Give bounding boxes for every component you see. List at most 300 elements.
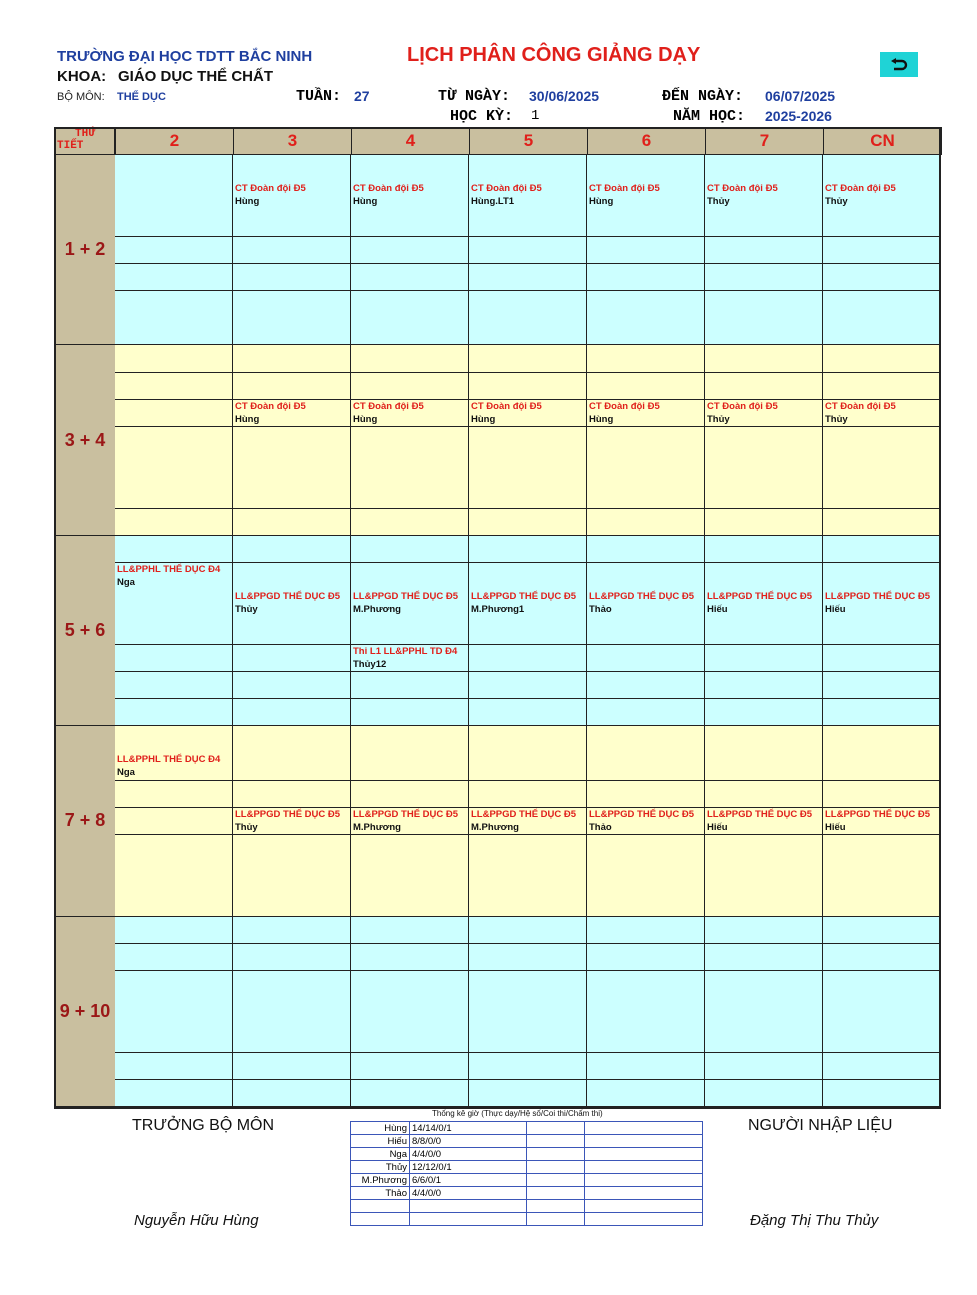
schedule-cell[interactable]: [823, 1025, 941, 1053]
schedule-cell[interactable]: [469, 509, 587, 537]
schedule-cell[interactable]: [587, 617, 705, 645]
schedule-cell[interactable]: [351, 454, 469, 482]
schedule-cell[interactable]: [233, 1025, 351, 1053]
schedule-cell[interactable]: [587, 209, 705, 237]
schedule-entry[interactable]: [353, 590, 458, 616]
schedule-cell[interactable]: [705, 427, 823, 455]
schedule-cell[interactable]: [115, 291, 233, 319]
schedule-cell[interactable]: [587, 971, 705, 999]
schedule-cell[interactable]: [233, 672, 351, 700]
schedule-cell[interactable]: [705, 645, 823, 673]
schedule-cell[interactable]: [233, 536, 351, 564]
schedule-cell[interactable]: [115, 944, 233, 972]
stats-empty-cell: [527, 1122, 585, 1135]
schedule-cell[interactable]: [705, 237, 823, 265]
schedule-cell[interactable]: [233, 509, 351, 537]
stats-hours: [410, 1213, 527, 1226]
schedule-cell[interactable]: [587, 291, 705, 319]
entry-teacher: Thủy: [235, 604, 258, 616]
schedule-cell[interactable]: [823, 1080, 941, 1108]
data-entry-title: NGƯỜI NHẬP LIỆU: [748, 1117, 893, 1134]
schedule-cell[interactable]: [705, 753, 823, 781]
schedule-cell[interactable]: [469, 1025, 587, 1053]
schedule-cell[interactable]: [705, 672, 823, 700]
entry-subject: LL&PPGD THỂ DỤC Đ5: [471, 808, 577, 820]
schedule-cell[interactable]: [587, 889, 705, 917]
stats-empty-cell: [527, 1174, 585, 1187]
schedule-cell[interactable]: [587, 699, 705, 727]
schedule-entry[interactable]: [235, 400, 306, 426]
schedule-entry[interactable]: [825, 400, 896, 426]
schedule-cell[interactable]: [705, 781, 823, 809]
schedule-cell[interactable]: [587, 345, 705, 373]
entry-teacher: M.Phương: [353, 821, 401, 833]
schedule-cell[interactable]: [587, 481, 705, 509]
schedule-entry[interactable]: [353, 182, 424, 208]
schedule-cell[interactable]: [823, 264, 941, 292]
schedule-cell[interactable]: [587, 155, 705, 183]
schedule-cell[interactable]: [469, 917, 587, 945]
bomon-label: BỘ MÔN:: [57, 91, 105, 103]
entry-teacher: Hùng: [471, 413, 496, 425]
entry-teacher: Thủy: [707, 413, 730, 425]
entry-teacher: Thảo: [589, 821, 612, 833]
schedule-cell[interactable]: [351, 753, 469, 781]
day-header: 5: [469, 127, 588, 155]
schedule-cell[interactable]: [823, 672, 941, 700]
schedule-cell[interactable]: [587, 237, 705, 265]
schedule-cell[interactable]: [351, 862, 469, 890]
schedule-cell[interactable]: [823, 645, 941, 673]
schedule-cell[interactable]: [469, 237, 587, 265]
schedule-cell[interactable]: [233, 645, 351, 673]
schedule-cell[interactable]: [587, 1053, 705, 1081]
schedule-cell[interactable]: [587, 563, 705, 591]
schedule-cell[interactable]: [705, 481, 823, 509]
schedule-cell[interactable]: [351, 237, 469, 265]
schedule-cell[interactable]: [115, 427, 233, 455]
schedule-cell[interactable]: [705, 862, 823, 890]
entry-teacher: Thủy: [235, 821, 258, 833]
schedule-cell[interactable]: [115, 536, 233, 564]
schedule-cell[interactable]: [469, 862, 587, 890]
schedule-cell[interactable]: [823, 889, 941, 917]
schedule-cell[interactable]: [705, 726, 823, 754]
schedule-cell[interactable]: [705, 264, 823, 292]
stats-row: [351, 1200, 703, 1213]
schedule-cell[interactable]: [115, 835, 233, 863]
schedule-cell[interactable]: [705, 209, 823, 237]
schedule-cell[interactable]: [233, 209, 351, 237]
schedule-cell[interactable]: [705, 889, 823, 917]
schedule-cell[interactable]: [587, 454, 705, 482]
schedule-cell[interactable]: [705, 291, 823, 319]
schedule-cell[interactable]: [469, 1053, 587, 1081]
schedule-cell[interactable]: [705, 345, 823, 373]
entry-subject: CT Đoàn đội Đ5: [825, 183, 896, 195]
schedule-cell[interactable]: [823, 481, 941, 509]
schedule-cell[interactable]: [115, 182, 233, 210]
schedule-cell[interactable]: [587, 672, 705, 700]
entry-teacher: Hiếu: [707, 604, 728, 616]
schedule-cell[interactable]: [115, 1025, 233, 1053]
stats-empty-cell: [585, 1122, 703, 1135]
schedule-entry[interactable]: [825, 808, 930, 834]
schedule-cell[interactable]: [587, 427, 705, 455]
schedule-cell[interactable]: [233, 998, 351, 1026]
schedule-cell[interactable]: [469, 291, 587, 319]
schedule-entry[interactable]: [471, 182, 542, 208]
schedule-cell[interactable]: [351, 917, 469, 945]
schedule-cell[interactable]: [823, 536, 941, 564]
schedule-cell[interactable]: [351, 209, 469, 237]
schedule-cell[interactable]: [705, 454, 823, 482]
schedule-entry[interactable]: [471, 808, 576, 834]
schedule-cell[interactable]: [587, 536, 705, 564]
schedule-cell[interactable]: [115, 645, 233, 673]
schedule-cell[interactable]: [115, 1053, 233, 1081]
schedule-cell[interactable]: [115, 889, 233, 917]
schedule-cell[interactable]: [823, 617, 941, 645]
entry-subject: CT Đoàn đội Đ5: [235, 400, 306, 412]
schedule-cell[interactable]: [587, 264, 705, 292]
schedule-cell[interactable]: [233, 617, 351, 645]
schedule-entry[interactable]: [235, 590, 340, 616]
entry-subject: CT Đoàn đội Đ5: [471, 400, 542, 412]
schedule-cell[interactable]: [351, 373, 469, 401]
schedule-cell[interactable]: [469, 318, 587, 346]
schedule-cell[interactable]: [233, 753, 351, 781]
schedule-cell[interactable]: [705, 998, 823, 1026]
entry-subject: LL&PPGD THỂ DỤC Đ5: [353, 808, 459, 820]
head-of-department-name: Nguyễn Hữu Hùng: [134, 1212, 259, 1229]
schedule-cell[interactable]: [115, 318, 233, 346]
schedule-cell[interactable]: [705, 155, 823, 183]
schedule-cell[interactable]: [115, 699, 233, 727]
schedule-cell[interactable]: [233, 1080, 351, 1108]
schedule-cell[interactable]: [469, 889, 587, 917]
schedule-cell[interactable]: [705, 835, 823, 863]
day-header: 7: [705, 127, 824, 155]
schedule-cell[interactable]: [705, 1053, 823, 1081]
schedule-entry[interactable]: [117, 563, 220, 589]
schedule-cell[interactable]: [115, 264, 233, 292]
schedule-cell[interactable]: [823, 155, 941, 183]
schedule-entry[interactable]: [353, 400, 424, 426]
back-button[interactable]: [880, 52, 918, 77]
schedule-cell[interactable]: [115, 590, 233, 618]
return-arrow-icon: [889, 57, 909, 73]
schedule-cell[interactable]: [351, 781, 469, 809]
schedule-cell[interactable]: [351, 291, 469, 319]
schedule-cell[interactable]: [233, 889, 351, 917]
schedule-cell[interactable]: [115, 345, 233, 373]
schedule-cell[interactable]: [705, 536, 823, 564]
schedule-cell[interactable]: [823, 862, 941, 890]
schedule-cell[interactable]: [823, 237, 941, 265]
schedule-cell[interactable]: [705, 509, 823, 537]
schedule-cell[interactable]: [351, 264, 469, 292]
schedule-cell[interactable]: [115, 481, 233, 509]
schedule-entry[interactable]: [471, 590, 576, 616]
schedule-entry[interactable]: [825, 590, 930, 616]
schedule-cell[interactable]: [469, 264, 587, 292]
schedule-cell[interactable]: [587, 645, 705, 673]
schedule-cell[interactable]: [823, 835, 941, 863]
schedule-grid: [54, 127, 941, 1109]
schedule-cell[interactable]: [115, 1080, 233, 1108]
schedule-cell[interactable]: [823, 917, 941, 945]
schedule-cell[interactable]: [823, 781, 941, 809]
schedule-cell[interactable]: [469, 971, 587, 999]
schedule-cell[interactable]: [351, 427, 469, 455]
schedule-entry[interactable]: [589, 400, 660, 426]
schedule-cell[interactable]: [115, 998, 233, 1026]
schedule-cell[interactable]: [823, 454, 941, 482]
schedule-cell[interactable]: [233, 427, 351, 455]
schedule-cell[interactable]: [351, 155, 469, 183]
schedule-cell[interactable]: [469, 617, 587, 645]
schedule-cell[interactable]: [233, 971, 351, 999]
schedule-cell[interactable]: [469, 835, 587, 863]
schedule-entry[interactable]: [589, 590, 694, 616]
schedule-cell[interactable]: [351, 509, 469, 537]
hoc-ky-label: HỌC KỲ:: [450, 108, 514, 125]
schedule-cell[interactable]: [469, 345, 587, 373]
period-label: 3 + 4: [54, 344, 116, 535]
schedule-cell[interactable]: [587, 862, 705, 890]
schedule-cell[interactable]: [351, 318, 469, 346]
schedule-cell[interactable]: [115, 917, 233, 945]
schedule-cell[interactable]: [705, 563, 823, 591]
schedule-cell[interactable]: [351, 835, 469, 863]
schedule-cell[interactable]: [115, 971, 233, 999]
entry-subject: CT Đoàn đội Đ5: [825, 400, 896, 412]
schedule-cell[interactable]: [705, 917, 823, 945]
schedule-cell[interactable]: [469, 155, 587, 183]
schedule-entry[interactable]: [235, 808, 340, 834]
schedule-cell[interactable]: [351, 699, 469, 727]
schedule-cell[interactable]: [823, 209, 941, 237]
schedule-cell[interactable]: [115, 155, 233, 183]
schedule-entry[interactable]: [825, 182, 896, 208]
schedule-entry[interactable]: [589, 808, 694, 834]
schedule-cell[interactable]: [233, 563, 351, 591]
schedule-cell[interactable]: [469, 536, 587, 564]
schedule-cell[interactable]: [587, 781, 705, 809]
entry-teacher: Hiếu: [825, 821, 846, 833]
day-header: 2: [115, 127, 234, 155]
schedule-cell[interactable]: [705, 971, 823, 999]
tu-ngay-value: 30/06/2025: [529, 88, 600, 104]
schedule-entry[interactable]: [707, 590, 812, 616]
schedule-cell[interactable]: [351, 563, 469, 591]
stats-hours: 4/4/0/0: [410, 1187, 527, 1200]
schedule-cell[interactable]: [233, 155, 351, 183]
schedule-cell[interactable]: [233, 291, 351, 319]
schedule-cell[interactable]: [115, 373, 233, 401]
schedule-cell[interactable]: [823, 726, 941, 754]
schedule-entry[interactable]: [471, 400, 542, 426]
entry-subject: CT Đoàn đội Đ5: [707, 183, 778, 195]
schedule-cell[interactable]: [469, 726, 587, 754]
schedule-cell[interactable]: [823, 509, 941, 537]
head-of-department-title: TRƯỞNG BỘ MÔN: [132, 1117, 275, 1134]
schedule-cell[interactable]: [587, 835, 705, 863]
schedule-cell[interactable]: [823, 944, 941, 972]
entry-subject: LL&PPGD THỂ DỤC Đ5: [825, 591, 931, 603]
entry-teacher: Thủy: [707, 196, 730, 208]
schedule-cell[interactable]: [469, 672, 587, 700]
schedule-cell[interactable]: [351, 944, 469, 972]
schedule-entry[interactable]: [589, 182, 660, 208]
schedule-cell[interactable]: [705, 1025, 823, 1053]
schedule-cell[interactable]: [587, 1080, 705, 1108]
schedule-cell[interactable]: [115, 209, 233, 237]
schedule-cell[interactable]: [469, 373, 587, 401]
schedule-cell[interactable]: [587, 944, 705, 972]
schedule-cell[interactable]: [823, 427, 941, 455]
schedule-cell[interactable]: [587, 726, 705, 754]
stats-empty-cell: [527, 1200, 585, 1213]
schedule-cell[interactable]: [233, 481, 351, 509]
schedule-cell[interactable]: [351, 345, 469, 373]
entry-subject: LL&PPGD THỂ DỤC Đ5: [235, 591, 341, 603]
schedule-cell[interactable]: [469, 563, 587, 591]
schedule-cell[interactable]: [469, 481, 587, 509]
schedule-cell[interactable]: [823, 699, 941, 727]
schedule-cell[interactable]: [469, 454, 587, 482]
schedule-cell[interactable]: [351, 481, 469, 509]
schedule-cell[interactable]: [233, 699, 351, 727]
schedule-cell[interactable]: [233, 454, 351, 482]
schedule-entry[interactable]: [117, 753, 220, 779]
entry-subject: CT Đoàn đội Đ5: [353, 183, 424, 195]
schedule-cell[interactable]: [351, 1053, 469, 1081]
schedule-cell[interactable]: [233, 726, 351, 754]
schedule-cell[interactable]: [115, 509, 233, 537]
schedule-cell[interactable]: [233, 318, 351, 346]
schedule-cell[interactable]: [705, 1080, 823, 1108]
stats-empty-cell: [527, 1213, 585, 1226]
schedule-cell[interactable]: [233, 944, 351, 972]
schedule-entry[interactable]: [353, 645, 457, 671]
schedule-cell[interactable]: [469, 944, 587, 972]
schedule-cell[interactable]: [233, 264, 351, 292]
schedule-cell[interactable]: [705, 617, 823, 645]
schedule-cell[interactable]: [233, 835, 351, 863]
schedule-cell[interactable]: [351, 726, 469, 754]
schedule-cell[interactable]: [823, 998, 941, 1026]
schedule-cell[interactable]: [115, 617, 233, 645]
schedule-entry[interactable]: [707, 400, 778, 426]
stats-empty-cell: [585, 1135, 703, 1148]
schedule-cell[interactable]: [351, 971, 469, 999]
schedule-cell[interactable]: [233, 781, 351, 809]
schedule-cell[interactable]: [351, 536, 469, 564]
schedule-cell[interactable]: [823, 318, 941, 346]
schedule-cell[interactable]: [705, 318, 823, 346]
hoc-ky-value: 1: [531, 108, 540, 124]
schedule-cell[interactable]: [233, 917, 351, 945]
schedule-cell[interactable]: [233, 373, 351, 401]
schedule-cell[interactable]: [115, 400, 233, 428]
schedule-cell[interactable]: [115, 862, 233, 890]
schedule-cell[interactable]: [351, 1080, 469, 1108]
bomon-value: THỂ DỤC: [117, 91, 166, 103]
schedule-cell[interactable]: [115, 237, 233, 265]
entry-subject: LL&PPGD THỂ DỤC Đ5: [707, 808, 813, 820]
stats-empty-cell: [527, 1148, 585, 1161]
schedule-cell[interactable]: [469, 699, 587, 727]
schedule-cell[interactable]: [587, 509, 705, 537]
schedule-cell[interactable]: [469, 998, 587, 1026]
schedule-cell[interactable]: [823, 563, 941, 591]
schedule-cell[interactable]: [351, 998, 469, 1026]
schedule-cell[interactable]: [823, 971, 941, 999]
entry-subject: Thi L1 LL&PPHL TD Đ4: [353, 645, 458, 657]
schedule-cell[interactable]: [823, 1053, 941, 1081]
schedule-cell[interactable]: [587, 1025, 705, 1053]
schedule-cell[interactable]: [823, 753, 941, 781]
schedule-cell[interactable]: [469, 781, 587, 809]
schedule-cell[interactable]: [115, 726, 233, 754]
entry-teacher: Hiếu: [825, 604, 846, 616]
schedule-cell[interactable]: [469, 427, 587, 455]
schedule-cell[interactable]: [705, 699, 823, 727]
schedule-cell[interactable]: [587, 998, 705, 1026]
schedule-cell[interactable]: [469, 1080, 587, 1108]
schedule-cell[interactable]: [233, 345, 351, 373]
schedule-entry[interactable]: [707, 808, 812, 834]
schedule-cell[interactable]: [115, 781, 233, 809]
schedule-cell[interactable]: [115, 672, 233, 700]
schedule-cell[interactable]: [705, 373, 823, 401]
schedule-cell[interactable]: [823, 345, 941, 373]
schedule-entry[interactable]: [707, 182, 778, 208]
schedule-cell[interactable]: [469, 209, 587, 237]
entry-teacher: Hùng: [353, 196, 378, 208]
schedule-cell[interactable]: [587, 753, 705, 781]
schedule-cell[interactable]: [823, 373, 941, 401]
schedule-cell[interactable]: [469, 753, 587, 781]
schedule-cell[interactable]: [351, 889, 469, 917]
schedule-cell[interactable]: [587, 318, 705, 346]
schedule-entry[interactable]: [353, 808, 458, 834]
schedule-cell[interactable]: [587, 917, 705, 945]
schedule-cell[interactable]: [233, 237, 351, 265]
schedule-cell[interactable]: [351, 617, 469, 645]
entry-teacher: Hiếu: [707, 821, 728, 833]
day-header: 6: [587, 127, 706, 155]
schedule-cell[interactable]: [115, 808, 233, 836]
schedule-cell[interactable]: [705, 944, 823, 972]
entry-teacher: Thảo: [589, 604, 612, 616]
schedule-cell[interactable]: [351, 1025, 469, 1053]
schedule-cell[interactable]: [587, 373, 705, 401]
schedule-cell[interactable]: [823, 291, 941, 319]
entry-subject: CT Đoàn đội Đ5: [471, 183, 542, 195]
schedule-entry[interactable]: [235, 182, 306, 208]
schedule-cell[interactable]: [233, 862, 351, 890]
schedule-cell[interactable]: [351, 672, 469, 700]
den-ngay-label: ĐẾN NGÀY:: [662, 88, 744, 105]
stats-empty-cell: [585, 1200, 703, 1213]
schedule-cell[interactable]: [115, 454, 233, 482]
schedule-cell[interactable]: [469, 645, 587, 673]
stats-hours: 4/4/0/0: [410, 1148, 527, 1161]
schedule-cell[interactable]: [233, 1053, 351, 1081]
